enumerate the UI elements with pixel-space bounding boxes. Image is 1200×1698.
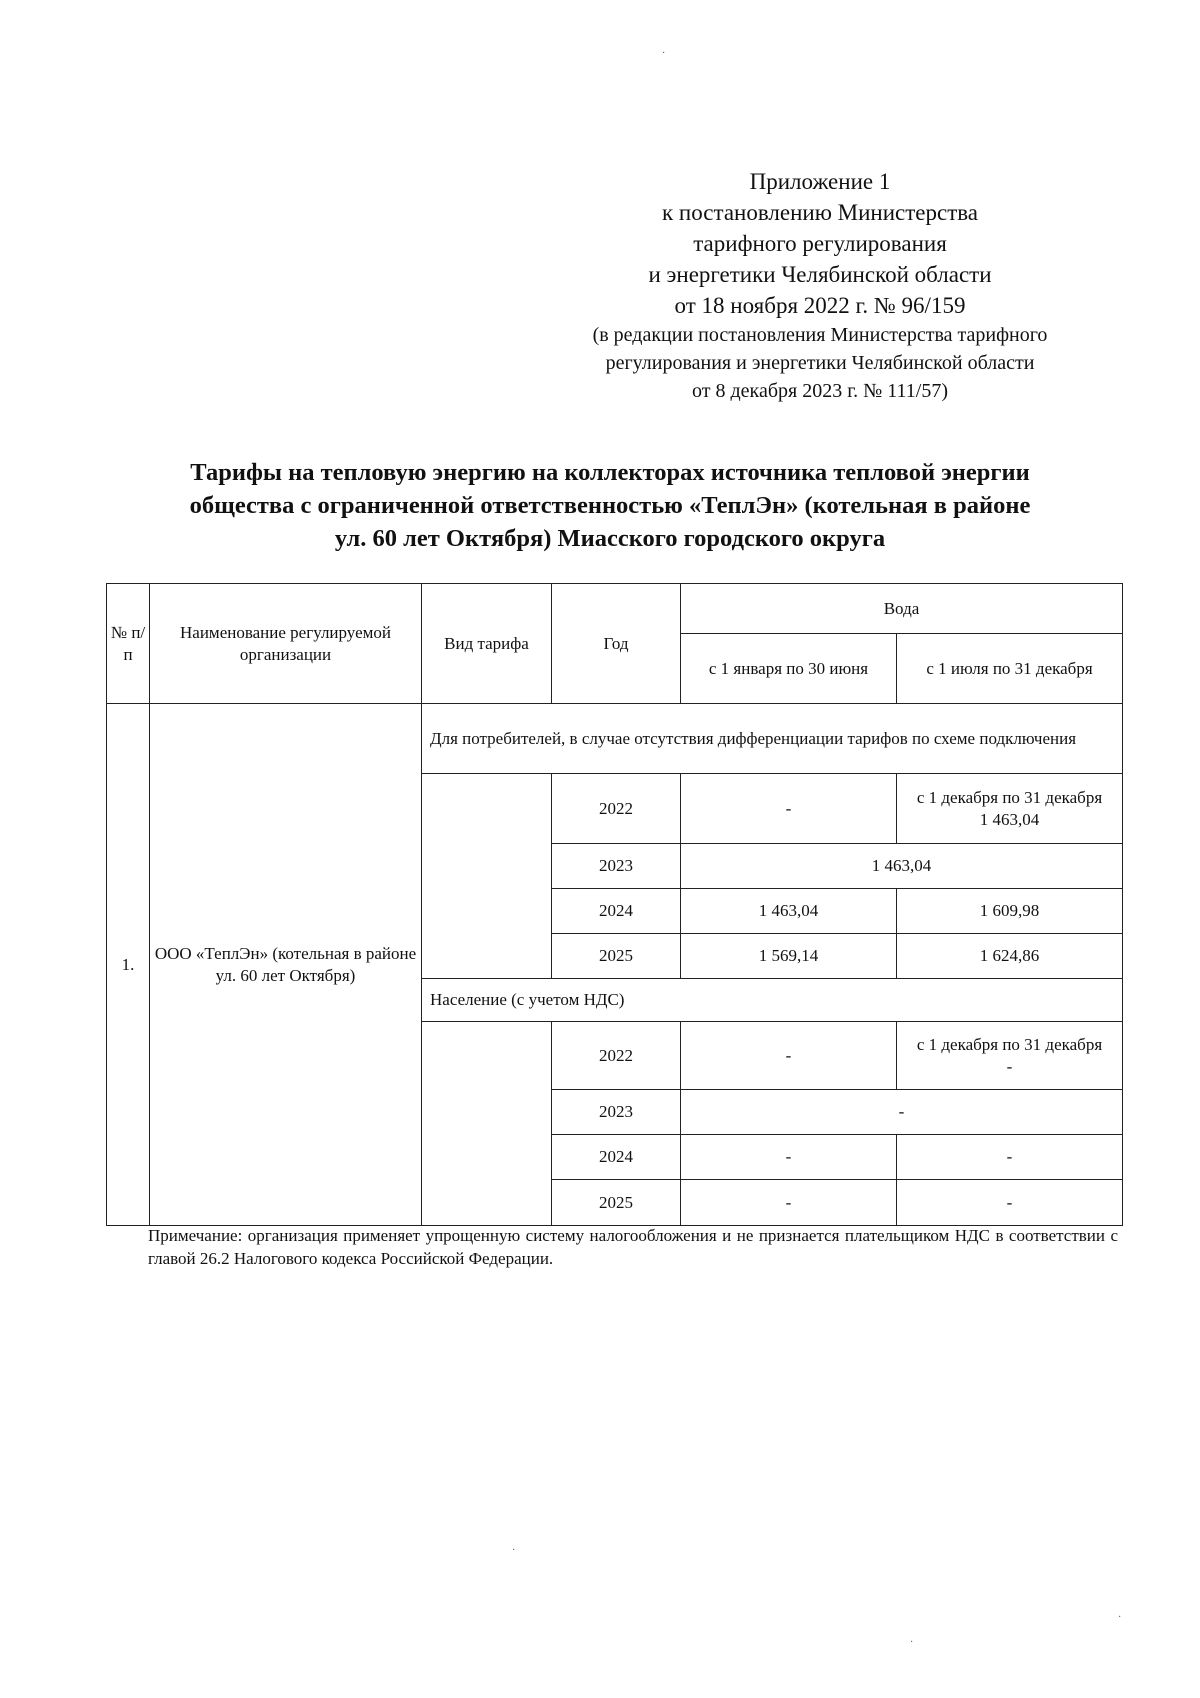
value-cell: 1 569,14 bbox=[681, 934, 897, 979]
value-cell-merged: - bbox=[681, 1090, 1123, 1135]
value-period: с 1 декабря по 31 декабря bbox=[916, 787, 1103, 807]
value-cell: 1 624,86 bbox=[897, 934, 1123, 979]
year-cell: 2025 bbox=[552, 1180, 681, 1226]
value-period: с 1 декабря по 31 декабря bbox=[916, 1034, 1103, 1054]
value-cell: - bbox=[681, 1135, 897, 1180]
tariff-table bbox=[106, 583, 1123, 1226]
value-cell: - bbox=[681, 1180, 897, 1226]
year-cell: 2023 bbox=[552, 844, 681, 889]
scan-speck: · bbox=[512, 1545, 516, 1556]
appendix-line: к постановлению Министерства bbox=[661, 200, 979, 225]
appendix-block bbox=[520, 166, 1120, 405]
value-cell: 1 463,04 bbox=[681, 889, 897, 934]
edition-line: (в редакции постановления Министерства тарифного bbox=[592, 324, 1048, 346]
value-cell: 1 609,98 bbox=[897, 889, 1123, 934]
year-cell: 2024 bbox=[552, 1135, 681, 1180]
value-cell: - bbox=[681, 1022, 897, 1090]
group-label: Население (с учетом НДС) bbox=[422, 979, 1123, 1022]
value-cell bbox=[897, 1022, 1123, 1090]
edition-line: от 8 декабря 2023 г. № 111/57) bbox=[692, 380, 948, 402]
header-org: Наименование регулируемой организации bbox=[150, 584, 422, 704]
year-cell: 2022 bbox=[552, 1022, 681, 1090]
header-period-1: с 1 января по 30 июня bbox=[681, 634, 897, 704]
appendix-line: и энергетики Челябинской области bbox=[648, 262, 992, 287]
appendix-line: тарифного регулирования bbox=[693, 231, 947, 256]
year-cell: 2025 bbox=[552, 934, 681, 979]
tariff-type-cell bbox=[422, 1022, 552, 1226]
row-number: 1. bbox=[107, 704, 150, 1226]
document-title bbox=[110, 456, 1110, 555]
value: - bbox=[1006, 1056, 1013, 1076]
title-line: Тарифы на тепловую энергию на коллекторах источника тепловой энергии bbox=[190, 459, 1030, 486]
scan-speck: · bbox=[662, 48, 666, 59]
header-water: Вода bbox=[681, 584, 1123, 634]
scan-speck: · bbox=[1118, 1612, 1122, 1623]
scan-speck: · bbox=[910, 1637, 914, 1648]
appendix-line: от 18 ноября 2022 г. № 96/159 bbox=[674, 293, 966, 318]
organization-name: ООО «ТеплЭн» (котельная в районе ул. 60 лет Октября) bbox=[150, 704, 422, 1226]
year-cell: 2024 bbox=[552, 889, 681, 934]
header-tariff-type: Вид тарифа bbox=[422, 584, 552, 704]
group-label: Для потребителей, в случае отсутствия дифференциации тарифов по схеме подключения bbox=[422, 704, 1123, 774]
header-num: № п/п bbox=[107, 584, 150, 704]
value: 1 463,04 bbox=[979, 809, 1040, 829]
appendix-line: Приложение 1 bbox=[749, 169, 891, 194]
value-cell bbox=[897, 774, 1123, 844]
value-cell-merged: 1 463,04 bbox=[681, 844, 1123, 889]
year-cell: 2022 bbox=[552, 774, 681, 844]
year-cell: 2023 bbox=[552, 1090, 681, 1135]
tariff-type-cell bbox=[422, 774, 552, 979]
edition-line: регулирования и энергетики Челябинской области bbox=[605, 352, 1035, 374]
footnote: Примечание: организация применяет упрощенную систему налогообложения и не признается плательщиком НДС в соответствии с главой 26.2 Налогового кодекса Российской Федерации. bbox=[148, 1226, 1118, 1268]
value-cell: - bbox=[897, 1180, 1123, 1226]
title-line: общества с ограниченной ответственностью «ТеплЭн» (котельная в районе bbox=[189, 492, 1031, 519]
value-cell: - bbox=[897, 1135, 1123, 1180]
title-line: ул. 60 лет Октября) Миасского городского округа bbox=[334, 525, 886, 552]
header-period-2: с 1 июля по 31 декабря bbox=[897, 634, 1123, 704]
value-cell: - bbox=[681, 774, 897, 844]
header-year: Год bbox=[552, 584, 681, 704]
